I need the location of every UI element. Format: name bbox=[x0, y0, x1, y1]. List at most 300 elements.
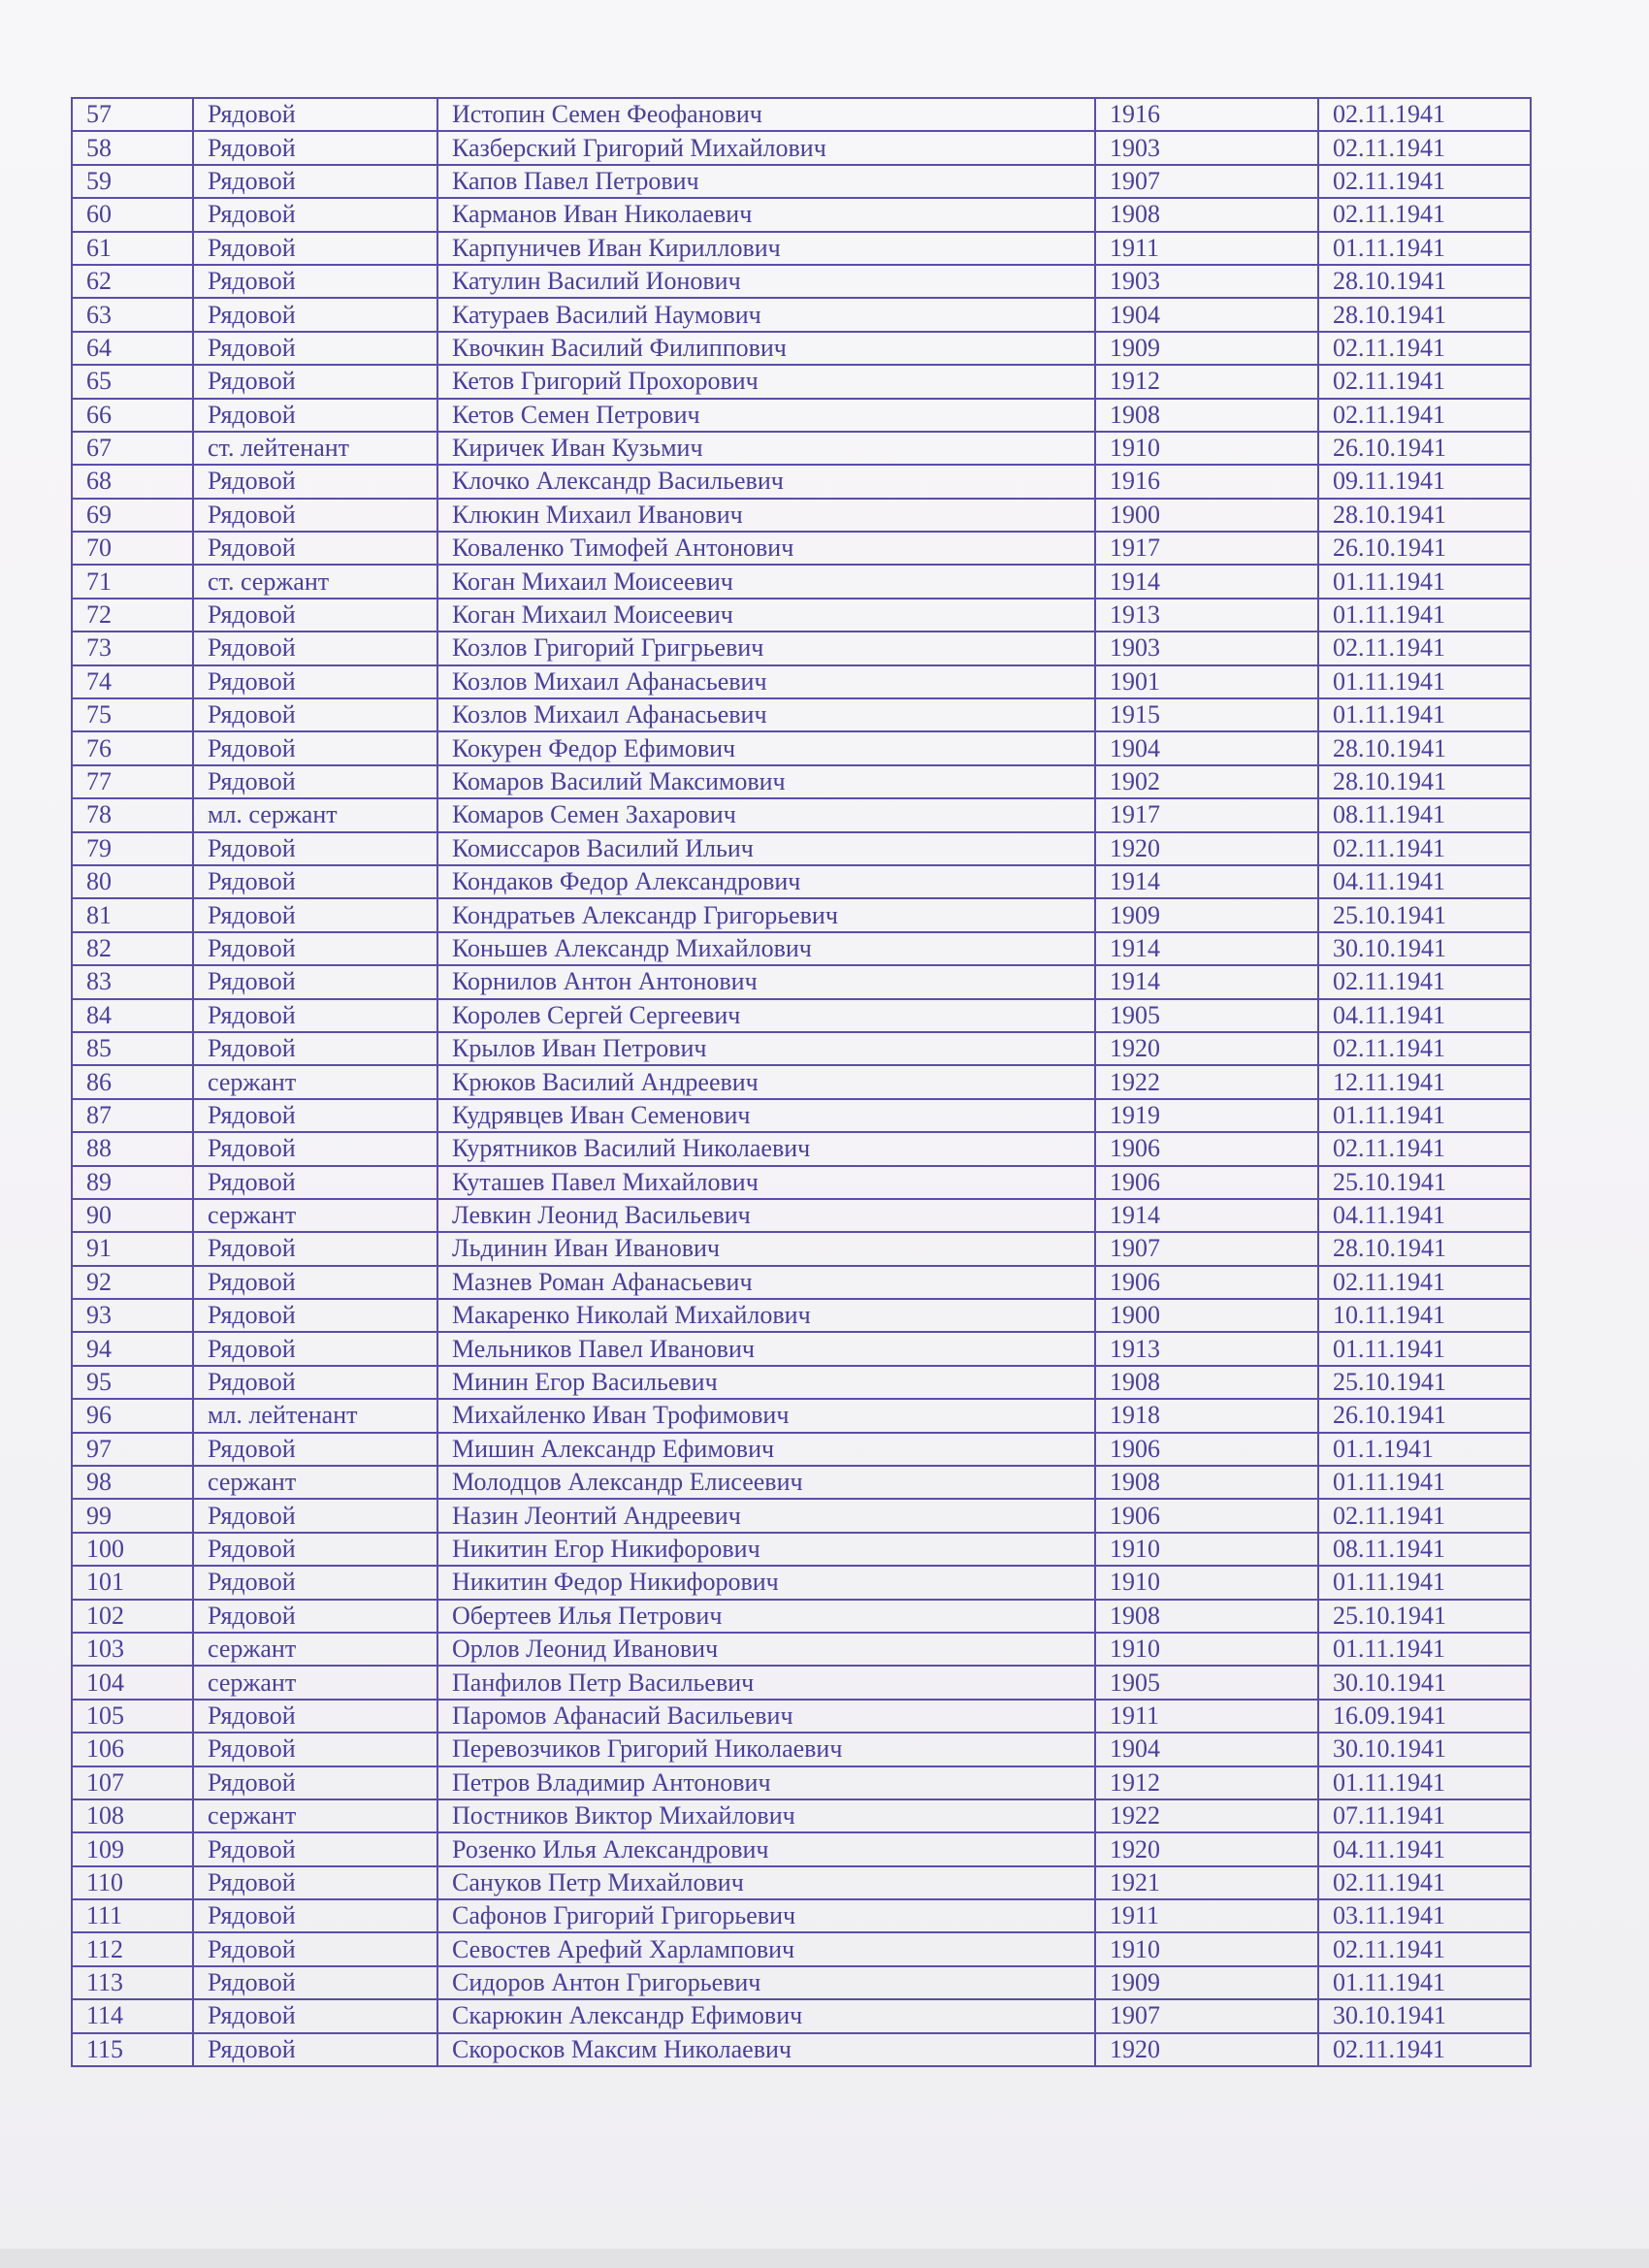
birth-year: 1906 bbox=[1095, 1166, 1318, 1199]
date-of-loss: 01.11.1941 bbox=[1318, 1966, 1531, 1999]
row-number: 70 bbox=[72, 532, 193, 565]
military-rank: Рядовой bbox=[193, 1899, 437, 1932]
date-of-loss: 26.10.1941 bbox=[1318, 532, 1531, 565]
row-number: 61 bbox=[72, 232, 193, 265]
row-number: 107 bbox=[72, 1766, 193, 1799]
birth-year: 1903 bbox=[1095, 131, 1318, 164]
table-row bbox=[72, 965, 1531, 998]
birth-year: 1911 bbox=[1095, 1700, 1318, 1733]
date-of-loss: 25.10.1941 bbox=[1318, 898, 1531, 931]
full-name: Кондратьев Александр Григорьевич bbox=[437, 898, 1095, 931]
row-number: 112 bbox=[72, 1932, 193, 1965]
military-rank: Рядовой bbox=[193, 999, 437, 1032]
full-name: Кокурен Федор Ефимович bbox=[437, 731, 1095, 764]
full-name: Мельников Павел Иванович bbox=[437, 1332, 1095, 1365]
date-of-loss: 01.11.1941 bbox=[1318, 698, 1531, 731]
full-name: Сидоров Антон Григорьевич bbox=[437, 1966, 1095, 1999]
military-rank: Рядовой bbox=[193, 832, 437, 865]
table-row bbox=[72, 731, 1531, 764]
table-row bbox=[72, 665, 1531, 698]
military-rank: сержант bbox=[193, 1799, 437, 1832]
military-rank: Рядовой bbox=[193, 2033, 437, 2066]
table-row bbox=[72, 432, 1531, 465]
date-of-loss: 01.11.1941 bbox=[1318, 665, 1531, 698]
military-rank: Рядовой bbox=[193, 499, 437, 532]
military-rank: Рядовой bbox=[193, 1332, 437, 1365]
birth-year: 1914 bbox=[1095, 565, 1318, 598]
birth-year: 1910 bbox=[1095, 1633, 1318, 1666]
birth-year: 1910 bbox=[1095, 1932, 1318, 1965]
date-of-loss: 28.10.1941 bbox=[1318, 499, 1531, 532]
birth-year: 1914 bbox=[1095, 965, 1318, 998]
full-name: Курятников Василий Николаевич bbox=[437, 1132, 1095, 1165]
birth-year: 1916 bbox=[1095, 98, 1318, 131]
birth-year: 1910 bbox=[1095, 1533, 1318, 1566]
table-row bbox=[72, 1032, 1531, 1065]
birth-year: 1900 bbox=[1095, 1299, 1318, 1332]
table-row bbox=[72, 1533, 1531, 1566]
date-of-loss: 02.11.1941 bbox=[1318, 1499, 1531, 1532]
full-name: Молодцов Александр Елисеевич bbox=[437, 1466, 1095, 1499]
table-row bbox=[72, 532, 1531, 565]
full-name: Истопин Семен Феофанович bbox=[437, 98, 1095, 131]
date-of-loss: 07.11.1941 bbox=[1318, 1799, 1531, 1832]
full-name: Куташев Павел Михайлович bbox=[437, 1166, 1095, 1199]
birth-year: 1911 bbox=[1095, 232, 1318, 265]
birth-year: 1916 bbox=[1095, 465, 1318, 498]
table-row bbox=[72, 265, 1531, 298]
birth-year: 1917 bbox=[1095, 532, 1318, 565]
full-name: Кудрявцев Иван Семенович bbox=[437, 1099, 1095, 1132]
military-rank: Рядовой bbox=[193, 198, 437, 231]
row-number: 72 bbox=[72, 599, 193, 632]
military-rank: Рядовой bbox=[193, 1366, 437, 1399]
birth-year: 1922 bbox=[1095, 1065, 1318, 1098]
full-name: Коньшев Александр Михайлович bbox=[437, 932, 1095, 965]
military-rank: Рядовой bbox=[193, 131, 437, 164]
date-of-loss: 02.11.1941 bbox=[1318, 1132, 1531, 1165]
row-number: 111 bbox=[72, 1899, 193, 1932]
birth-year: 1919 bbox=[1095, 1099, 1318, 1132]
full-name: Севостев Арефий Харлампович bbox=[437, 1932, 1095, 1965]
full-name: Панфилов Петр Васильевич bbox=[437, 1666, 1095, 1699]
row-number: 65 bbox=[72, 365, 193, 398]
military-rank: Рядовой bbox=[193, 599, 437, 632]
row-number: 115 bbox=[72, 2033, 193, 2066]
military-rank: сержант bbox=[193, 1065, 437, 1098]
date-of-loss: 28.10.1941 bbox=[1318, 765, 1531, 798]
table-row bbox=[72, 1266, 1531, 1299]
birth-year: 1901 bbox=[1095, 665, 1318, 698]
date-of-loss: 30.10.1941 bbox=[1318, 1999, 1531, 2032]
date-of-loss: 01.11.1941 bbox=[1318, 1099, 1531, 1132]
full-name: Капов Павел Петрович bbox=[437, 165, 1095, 198]
row-number: 105 bbox=[72, 1700, 193, 1733]
table-row bbox=[72, 1199, 1531, 1232]
table-row bbox=[72, 1232, 1531, 1265]
military-rank: Рядовой bbox=[193, 665, 437, 698]
table-row bbox=[72, 599, 1531, 632]
row-number: 101 bbox=[72, 1566, 193, 1599]
military-rank: сержант bbox=[193, 1666, 437, 1699]
row-number: 85 bbox=[72, 1032, 193, 1065]
table-row bbox=[72, 365, 1531, 398]
military-rank: Рядовой bbox=[193, 1499, 437, 1532]
date-of-loss: 30.10.1941 bbox=[1318, 1666, 1531, 1699]
row-number: 78 bbox=[72, 798, 193, 831]
military-rank: Рядовой bbox=[193, 1132, 437, 1165]
birth-year: 1920 bbox=[1095, 2033, 1318, 2066]
full-name: Мазнев Роман Афанасьевич bbox=[437, 1266, 1095, 1299]
row-number: 102 bbox=[72, 1600, 193, 1633]
date-of-loss: 02.11.1941 bbox=[1318, 1866, 1531, 1899]
row-number: 89 bbox=[72, 1166, 193, 1199]
table-row bbox=[72, 1600, 1531, 1633]
birth-year: 1918 bbox=[1095, 1399, 1318, 1432]
date-of-loss: 25.10.1941 bbox=[1318, 1366, 1531, 1399]
table-row bbox=[72, 1899, 1531, 1932]
table-row bbox=[72, 1433, 1531, 1466]
military-rank: Рядовой bbox=[193, 1166, 437, 1199]
table-row bbox=[72, 1399, 1531, 1432]
table-row bbox=[72, 565, 1531, 598]
full-name: Киричек Иван Кузьмич bbox=[437, 432, 1095, 465]
birth-year: 1921 bbox=[1095, 1866, 1318, 1899]
birth-year: 1904 bbox=[1095, 731, 1318, 764]
row-number: 106 bbox=[72, 1733, 193, 1766]
date-of-loss: 26.10.1941 bbox=[1318, 432, 1531, 465]
row-number: 100 bbox=[72, 1533, 193, 1566]
date-of-loss: 02.11.1941 bbox=[1318, 198, 1531, 231]
full-name: Скоросков Максим Николаевич bbox=[437, 2033, 1095, 2066]
table-row bbox=[72, 1499, 1531, 1532]
table-row bbox=[72, 2033, 1531, 2066]
military-rank: сержант bbox=[193, 1633, 437, 1666]
date-of-loss: 08.11.1941 bbox=[1318, 798, 1531, 831]
table-row bbox=[72, 1166, 1531, 1199]
row-number: 59 bbox=[72, 165, 193, 198]
date-of-loss: 12.11.1941 bbox=[1318, 1065, 1531, 1098]
full-name: Коган Михаил Моисеевич bbox=[437, 599, 1095, 632]
birth-year: 1912 bbox=[1095, 365, 1318, 398]
full-name: Перевозчиков Григорий Николаевич bbox=[437, 1733, 1095, 1766]
row-number: 113 bbox=[72, 1966, 193, 1999]
row-number: 83 bbox=[72, 965, 193, 998]
birth-year: 1903 bbox=[1095, 632, 1318, 664]
full-name: Козлов Михаил Афанасьевич bbox=[437, 665, 1095, 698]
full-name: Никитин Егор Никифорович bbox=[437, 1533, 1095, 1566]
full-name: Постников Виктор Михайлович bbox=[437, 1799, 1095, 1832]
full-name: Макаренко Николай Михайлович bbox=[437, 1299, 1095, 1332]
birth-year: 1906 bbox=[1095, 1132, 1318, 1165]
birth-year: 1909 bbox=[1095, 1966, 1318, 1999]
table-row bbox=[72, 698, 1531, 731]
birth-year: 1905 bbox=[1095, 1666, 1318, 1699]
date-of-loss: 02.11.1941 bbox=[1318, 98, 1531, 131]
military-rank: Рядовой bbox=[193, 165, 437, 198]
military-rank: Рядовой bbox=[193, 532, 437, 565]
personnel-table bbox=[71, 97, 1532, 2067]
full-name: Левкин Леонид Васильевич bbox=[437, 1199, 1095, 1232]
row-number: 84 bbox=[72, 999, 193, 1032]
full-name: Минин Егор Васильевич bbox=[437, 1366, 1095, 1399]
table-row bbox=[72, 999, 1531, 1032]
table-row bbox=[72, 632, 1531, 664]
military-rank: ст. сержант bbox=[193, 565, 437, 598]
military-rank: Рядовой bbox=[193, 1600, 437, 1633]
date-of-loss: 25.10.1941 bbox=[1318, 1166, 1531, 1199]
full-name: Карманов Иван Николаевич bbox=[437, 198, 1095, 231]
row-number: 98 bbox=[72, 1466, 193, 1499]
row-number: 76 bbox=[72, 731, 193, 764]
table-row bbox=[72, 131, 1531, 164]
date-of-loss: 08.11.1941 bbox=[1318, 1533, 1531, 1566]
military-rank: Рядовой bbox=[193, 1266, 437, 1299]
table-row bbox=[72, 1766, 1531, 1799]
full-name: Розенко Илья Александрович bbox=[437, 1832, 1095, 1865]
date-of-loss: 02.11.1941 bbox=[1318, 2033, 1531, 2066]
date-of-loss: 01.11.1941 bbox=[1318, 1766, 1531, 1799]
birth-year: 1910 bbox=[1095, 432, 1318, 465]
row-number: 109 bbox=[72, 1832, 193, 1865]
row-number: 91 bbox=[72, 1232, 193, 1265]
full-name: Сафонов Григорий Григорьевич bbox=[437, 1899, 1095, 1932]
full-name: Никитин Федор Никифорович bbox=[437, 1566, 1095, 1599]
military-rank: Рядовой bbox=[193, 1232, 437, 1265]
military-rank: Рядовой bbox=[193, 1766, 437, 1799]
page-bottom-edge bbox=[0, 2249, 1649, 2268]
birth-year: 1912 bbox=[1095, 1766, 1318, 1799]
table-row bbox=[72, 1999, 1531, 2032]
military-rank: Рядовой bbox=[193, 1999, 437, 2032]
row-number: 73 bbox=[72, 632, 193, 664]
row-number: 69 bbox=[72, 499, 193, 532]
row-number: 82 bbox=[72, 932, 193, 965]
birth-year: 1910 bbox=[1095, 1566, 1318, 1599]
birth-year: 1905 bbox=[1095, 999, 1318, 1032]
date-of-loss: 01.11.1941 bbox=[1318, 1633, 1531, 1666]
table-row bbox=[72, 1466, 1531, 1499]
row-number: 96 bbox=[72, 1399, 193, 1432]
row-number: 103 bbox=[72, 1633, 193, 1666]
date-of-loss: 02.11.1941 bbox=[1318, 632, 1531, 664]
table-row bbox=[72, 932, 1531, 965]
row-number: 79 bbox=[72, 832, 193, 865]
row-number: 93 bbox=[72, 1299, 193, 1332]
date-of-loss: 02.11.1941 bbox=[1318, 1932, 1531, 1965]
row-number: 57 bbox=[72, 98, 193, 131]
military-rank: мл. лейтенант bbox=[193, 1399, 437, 1432]
date-of-loss: 02.11.1941 bbox=[1318, 832, 1531, 865]
military-rank: Рядовой bbox=[193, 1299, 437, 1332]
birth-year: 1908 bbox=[1095, 399, 1318, 432]
birth-year: 1922 bbox=[1095, 1799, 1318, 1832]
full-name: Михайленко Иван Трофимович bbox=[437, 1399, 1095, 1432]
date-of-loss: 28.10.1941 bbox=[1318, 265, 1531, 298]
birth-year: 1906 bbox=[1095, 1499, 1318, 1532]
date-of-loss: 02.11.1941 bbox=[1318, 165, 1531, 198]
date-of-loss: 02.11.1941 bbox=[1318, 965, 1531, 998]
row-number: 104 bbox=[72, 1666, 193, 1699]
date-of-loss: 10.11.1941 bbox=[1318, 1299, 1531, 1332]
row-number: 99 bbox=[72, 1499, 193, 1532]
date-of-loss: 04.11.1941 bbox=[1318, 865, 1531, 898]
date-of-loss: 02.11.1941 bbox=[1318, 365, 1531, 398]
date-of-loss: 03.11.1941 bbox=[1318, 1899, 1531, 1932]
date-of-loss: 02.11.1941 bbox=[1318, 1266, 1531, 1299]
birth-year: 1911 bbox=[1095, 1899, 1318, 1932]
birth-year: 1904 bbox=[1095, 298, 1318, 331]
date-of-loss: 30.10.1941 bbox=[1318, 932, 1531, 965]
military-rank: Рядовой bbox=[193, 332, 437, 365]
full-name: Назин Леонтий Андреевич bbox=[437, 1499, 1095, 1532]
date-of-loss: 01.11.1941 bbox=[1318, 232, 1531, 265]
birth-year: 1908 bbox=[1095, 1466, 1318, 1499]
row-number: 86 bbox=[72, 1065, 193, 1098]
military-rank: Рядовой bbox=[193, 731, 437, 764]
date-of-loss: 02.11.1941 bbox=[1318, 399, 1531, 432]
row-number: 63 bbox=[72, 298, 193, 331]
full-name: Квочкин Василий Филиппович bbox=[437, 332, 1095, 365]
military-rank: Рядовой bbox=[193, 232, 437, 265]
military-rank: Рядовой bbox=[193, 298, 437, 331]
birth-year: 1907 bbox=[1095, 1232, 1318, 1265]
row-number: 94 bbox=[72, 1332, 193, 1365]
full-name: Сануков Петр Михайлович bbox=[437, 1866, 1095, 1899]
birth-year: 1908 bbox=[1095, 1600, 1318, 1633]
date-of-loss: 26.10.1941 bbox=[1318, 1399, 1531, 1432]
full-name: Кетов Григорий Прохорович bbox=[437, 365, 1095, 398]
birth-year: 1917 bbox=[1095, 798, 1318, 831]
military-rank: Рядовой bbox=[193, 399, 437, 432]
birth-year: 1908 bbox=[1095, 1366, 1318, 1399]
date-of-loss: 01.11.1941 bbox=[1318, 565, 1531, 598]
date-of-loss: 30.10.1941 bbox=[1318, 1733, 1531, 1766]
date-of-loss: 02.11.1941 bbox=[1318, 332, 1531, 365]
full-name: Крылов Иван Петрович bbox=[437, 1032, 1095, 1065]
full-name: Орлов Леонид Иванович bbox=[437, 1633, 1095, 1666]
table-row bbox=[72, 865, 1531, 898]
military-rank: сержант bbox=[193, 1466, 437, 1499]
full-name: Королев Сергей Сергеевич bbox=[437, 999, 1095, 1032]
military-rank: Рядовой bbox=[193, 1533, 437, 1566]
row-number: 60 bbox=[72, 198, 193, 231]
table-row bbox=[72, 1966, 1531, 1999]
full-name: Мишин Александр Ефимович bbox=[437, 1433, 1095, 1466]
full-name: Катулин Василий Ионович bbox=[437, 265, 1095, 298]
row-number: 110 bbox=[72, 1866, 193, 1899]
table-row bbox=[72, 1566, 1531, 1599]
table-row bbox=[72, 165, 1531, 198]
full-name: Коваленко Тимофей Антонович bbox=[437, 532, 1095, 565]
military-rank: Рядовой bbox=[193, 1733, 437, 1766]
table-row bbox=[72, 399, 1531, 432]
military-rank: Рядовой bbox=[193, 265, 437, 298]
military-rank: Рядовой bbox=[193, 898, 437, 931]
military-rank: Рядовой bbox=[193, 865, 437, 898]
birth-year: 1906 bbox=[1095, 1266, 1318, 1299]
date-of-loss: 09.11.1941 bbox=[1318, 465, 1531, 498]
birth-year: 1900 bbox=[1095, 499, 1318, 532]
birth-year: 1920 bbox=[1095, 832, 1318, 865]
date-of-loss: 28.10.1941 bbox=[1318, 298, 1531, 331]
birth-year: 1909 bbox=[1095, 898, 1318, 931]
date-of-loss: 01.11.1941 bbox=[1318, 1332, 1531, 1365]
full-name: Петров Владимир Антонович bbox=[437, 1766, 1095, 1799]
row-number: 92 bbox=[72, 1266, 193, 1299]
full-name: Скарюкин Александр Ефимович bbox=[437, 1999, 1095, 2032]
table-row bbox=[72, 898, 1531, 931]
military-rank: Рядовой bbox=[193, 1433, 437, 1466]
table-row bbox=[72, 1099, 1531, 1132]
table-row bbox=[72, 298, 1531, 331]
row-number: 97 bbox=[72, 1433, 193, 1466]
full-name: Казберский Григорий Михайлович bbox=[437, 131, 1095, 164]
table-row bbox=[72, 232, 1531, 265]
table-row bbox=[72, 465, 1531, 498]
military-rank: Рядовой bbox=[193, 1566, 437, 1599]
date-of-loss: 25.10.1941 bbox=[1318, 1600, 1531, 1633]
birth-year: 1909 bbox=[1095, 332, 1318, 365]
row-number: 66 bbox=[72, 399, 193, 432]
table-row bbox=[72, 499, 1531, 532]
table-row bbox=[72, 1065, 1531, 1098]
birth-year: 1914 bbox=[1095, 1199, 1318, 1232]
military-rank: Рядовой bbox=[193, 932, 437, 965]
military-rank: Рядовой bbox=[193, 1032, 437, 1065]
birth-year: 1920 bbox=[1095, 1832, 1318, 1865]
table-row bbox=[72, 1733, 1531, 1766]
full-name: Клочко Александр Васильевич bbox=[437, 465, 1095, 498]
date-of-loss: 02.11.1941 bbox=[1318, 131, 1531, 164]
date-of-loss: 16.09.1941 bbox=[1318, 1700, 1531, 1733]
row-number: 75 bbox=[72, 698, 193, 731]
birth-year: 1913 bbox=[1095, 599, 1318, 632]
table-row bbox=[72, 832, 1531, 865]
military-rank: Рядовой bbox=[193, 1932, 437, 1965]
row-number: 88 bbox=[72, 1132, 193, 1165]
full-name: Корнилов Антон Антонович bbox=[437, 965, 1095, 998]
row-number: 77 bbox=[72, 765, 193, 798]
personnel-table-body bbox=[72, 98, 1531, 2066]
full-name: Обертеев Илья Петрович bbox=[437, 1600, 1095, 1633]
military-rank: Рядовой bbox=[193, 1966, 437, 1999]
birth-year: 1913 bbox=[1095, 1332, 1318, 1365]
military-rank: Рядовой bbox=[193, 632, 437, 664]
row-number: 74 bbox=[72, 665, 193, 698]
military-rank: сержант bbox=[193, 1199, 437, 1232]
military-rank: Рядовой bbox=[193, 765, 437, 798]
table-row bbox=[72, 1932, 1531, 1965]
military-rank: Рядовой bbox=[193, 965, 437, 998]
date-of-loss: 04.11.1941 bbox=[1318, 1832, 1531, 1865]
full-name: Клюкин Михаил Иванович bbox=[437, 499, 1095, 532]
date-of-loss: 28.10.1941 bbox=[1318, 1232, 1531, 1265]
military-rank: Рядовой bbox=[193, 1832, 437, 1865]
date-of-loss: 28.10.1941 bbox=[1318, 731, 1531, 764]
table-row bbox=[72, 1132, 1531, 1165]
birth-year: 1914 bbox=[1095, 932, 1318, 965]
row-number: 58 bbox=[72, 131, 193, 164]
row-number: 95 bbox=[72, 1366, 193, 1399]
date-of-loss: 01.11.1941 bbox=[1318, 1466, 1531, 1499]
birth-year: 1902 bbox=[1095, 765, 1318, 798]
military-rank: Рядовой bbox=[193, 98, 437, 131]
table-row bbox=[72, 765, 1531, 798]
table-row bbox=[72, 1332, 1531, 1365]
row-number: 108 bbox=[72, 1799, 193, 1832]
full-name: Комаров Семен Захарович bbox=[437, 798, 1095, 831]
